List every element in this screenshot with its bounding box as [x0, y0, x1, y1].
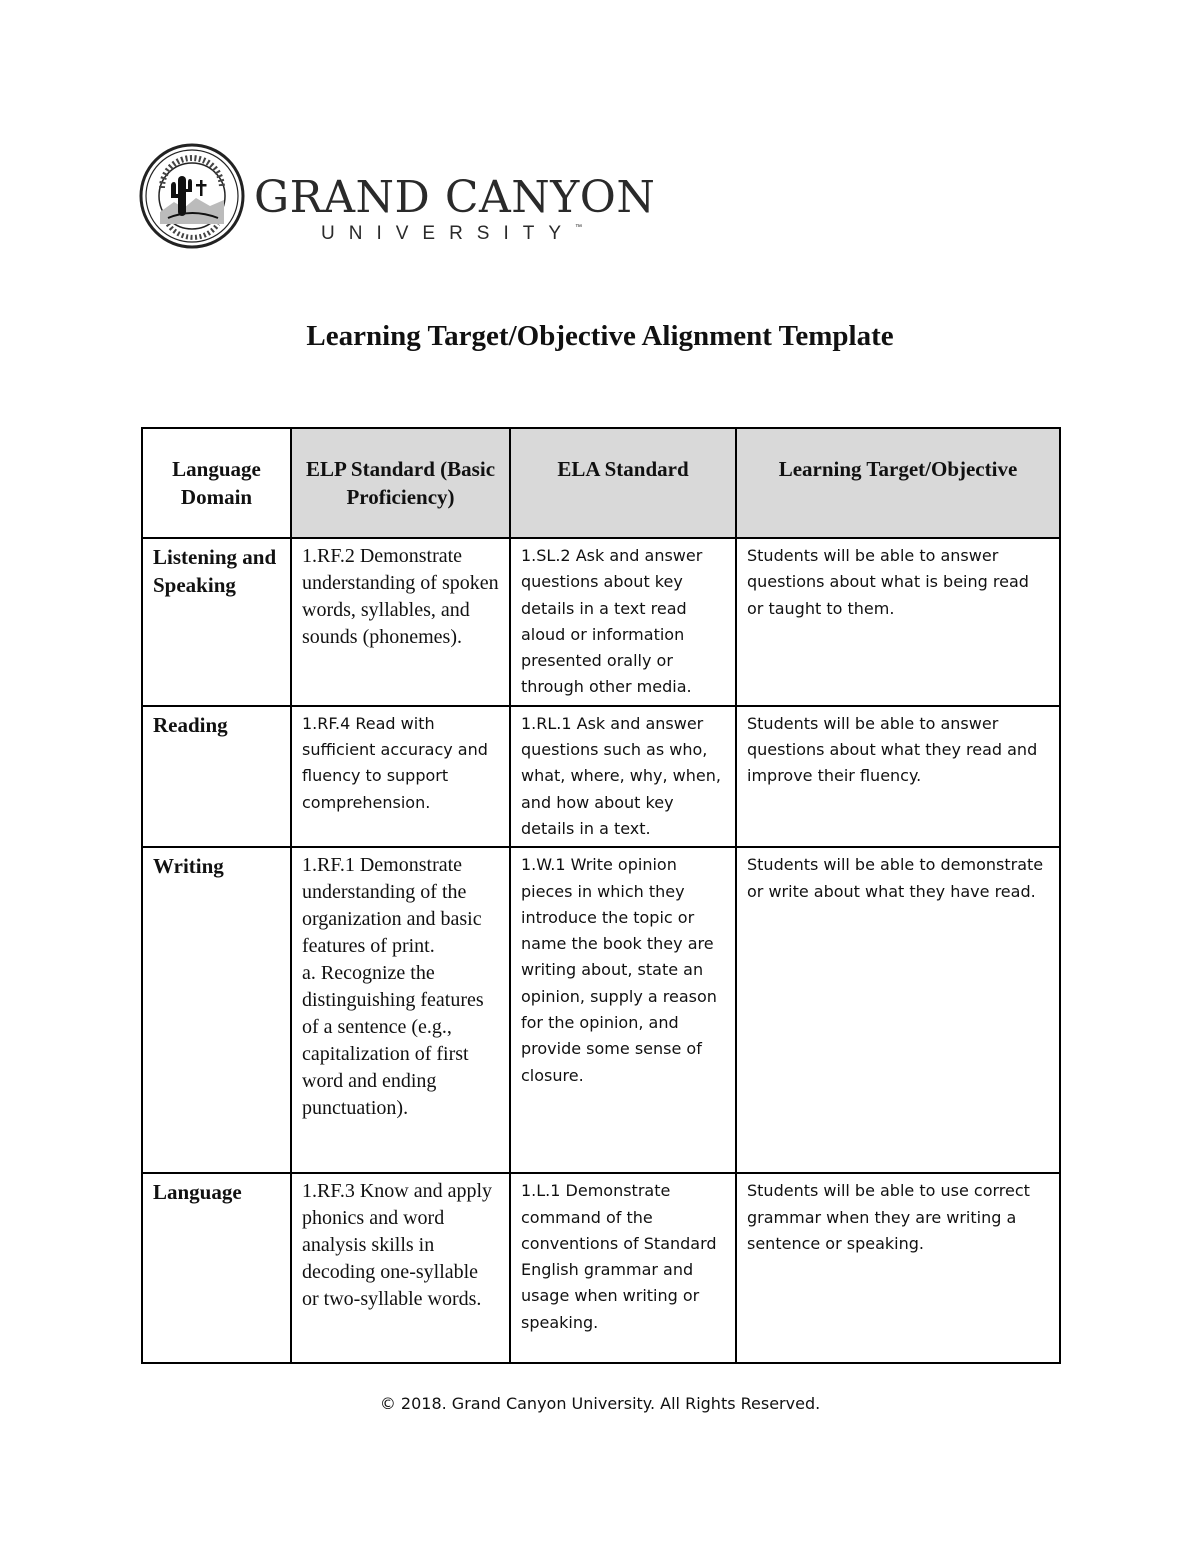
column-header: Learning Target/Objective: [736, 428, 1060, 538]
table-header-row: [142, 428, 1060, 538]
table-row: [142, 706, 1060, 847]
learning-target-cell: Students will be able to use correct grammar when they are writing a sentence or speaking.: [736, 1173, 1060, 1363]
university-seal-icon: [138, 142, 246, 250]
table-row: [142, 847, 1060, 1173]
ela-standard-cell: 1.RL.1 Ask and answer questions such as who, what, where, why, when, and how about key details in a text.: [510, 706, 736, 847]
elp-standard-cell: 1.RF.2 Demonstrate understanding of spoken words, syllables, and sounds (phonemes).: [291, 538, 510, 706]
learning-target-cell: Students will be able to answer questions about what they read and improve their fluency.: [736, 706, 1060, 847]
column-header: ELA Standard: [510, 428, 736, 538]
domain-cell: Reading: [142, 706, 291, 847]
table-row: [142, 1173, 1060, 1363]
table-row: [142, 538, 1060, 706]
column-header: Language Domain: [142, 428, 291, 538]
elp-standard-cell: 1.RF.1 Demonstrate understanding of the organization and basic features of print. a. Recognize the distinguishing features of a sentence (e.g., capitalization of first word and ending punctuation).: [291, 847, 510, 1173]
learning-target-cell: Students will be able to answer questions about what is being read or taught to them.: [736, 538, 1060, 706]
ela-standard-cell: 1.L.1 Demonstrate command of the conventions of Standard English grammar and usage when writing or speaking.: [510, 1173, 736, 1363]
elp-standard-cell: 1.RF.3 Know and apply phonics and word analysis skills in decoding one-syllable or two-syllable words.: [291, 1173, 510, 1363]
domain-cell: Listening and Speaking: [142, 538, 291, 706]
domain-cell: Language: [142, 1173, 291, 1363]
column-header: ELP Standard (Basic Proficiency): [291, 428, 510, 538]
page-title: Learning Target/Objective Alignment Template: [306, 320, 894, 352]
elp-standard-cell: 1.RF.4 Read with sufficient accuracy and fluency to support comprehension.: [291, 706, 510, 847]
university-logo: [138, 142, 656, 248]
domain-cell: Writing: [142, 847, 291, 1173]
alignment-table: [141, 427, 1061, 1364]
logo-subtitle: UNIVERSITY™: [321, 223, 583, 244]
logo-wordmark: GRAND CANYON: [254, 172, 656, 223]
learning-target-cell: Students will be able to demonstrate or write about what they have read.: [736, 847, 1060, 1173]
ela-standard-cell: 1.W.1 Write opinion pieces in which they introduce the topic or name the book they are writing about, state an opinion, supply a reason for the opinion, and provide some sense of closure.: [510, 847, 736, 1173]
copyright-footer: © 2018. Grand Canyon University. All Rights Reserved.: [379, 1394, 821, 1413]
ela-standard-cell: 1.SL.2 Ask and answer questions about key details in a text read aloud or information presented orally or through other media.: [510, 538, 736, 706]
